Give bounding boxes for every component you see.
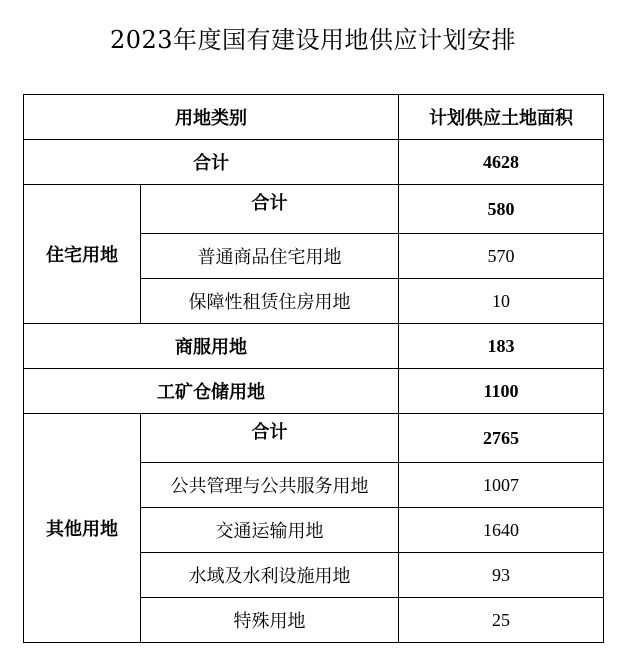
other-subtotal-value: 2765 <box>399 414 604 463</box>
total-label: 合计 <box>24 140 399 185</box>
row-value: 10 <box>399 279 604 324</box>
row-value: 1640 <box>399 508 604 553</box>
table-header-row <box>24 95 604 140</box>
residential-label: 住宅用地 <box>24 185 141 324</box>
residential-subtotal-row <box>24 185 604 234</box>
commercial-value: 183 <box>399 324 604 369</box>
land-supply-table <box>23 94 604 643</box>
residential-subtotal-label: 合计 <box>141 185 399 234</box>
row-label: 公共管理与公共服务用地 <box>141 463 399 508</box>
total-row <box>24 140 604 185</box>
row-value: 25 <box>399 598 604 643</box>
other-subtotal-row <box>24 414 604 463</box>
row-label: 特殊用地 <box>141 598 399 643</box>
row-label: 保障性租赁住房用地 <box>141 279 399 324</box>
commercial-label: 商服用地 <box>24 324 399 369</box>
header-area: 计划供应土地面积 <box>399 95 604 140</box>
residential-subtotal-value: 580 <box>399 185 604 234</box>
row-value: 1007 <box>399 463 604 508</box>
other-label: 其他用地 <box>24 414 141 643</box>
row-value: 570 <box>399 234 604 279</box>
total-value: 4628 <box>399 140 604 185</box>
commercial-row <box>24 324 604 369</box>
row-label: 普通商品住宅用地 <box>141 234 399 279</box>
page-title: 2023年度国有建设用地供应计划安排 <box>109 26 517 54</box>
header-category: 用地类别 <box>24 95 399 140</box>
other-subtotal-label: 合计 <box>141 414 399 463</box>
row-label: 交通运输用地 <box>141 508 399 553</box>
row-label: 水域及水利设施用地 <box>141 553 399 598</box>
industrial-label: 工矿仓储用地 <box>24 369 399 414</box>
row-value: 93 <box>399 553 604 598</box>
industrial-value: 1100 <box>399 369 604 414</box>
industrial-row <box>24 369 604 414</box>
